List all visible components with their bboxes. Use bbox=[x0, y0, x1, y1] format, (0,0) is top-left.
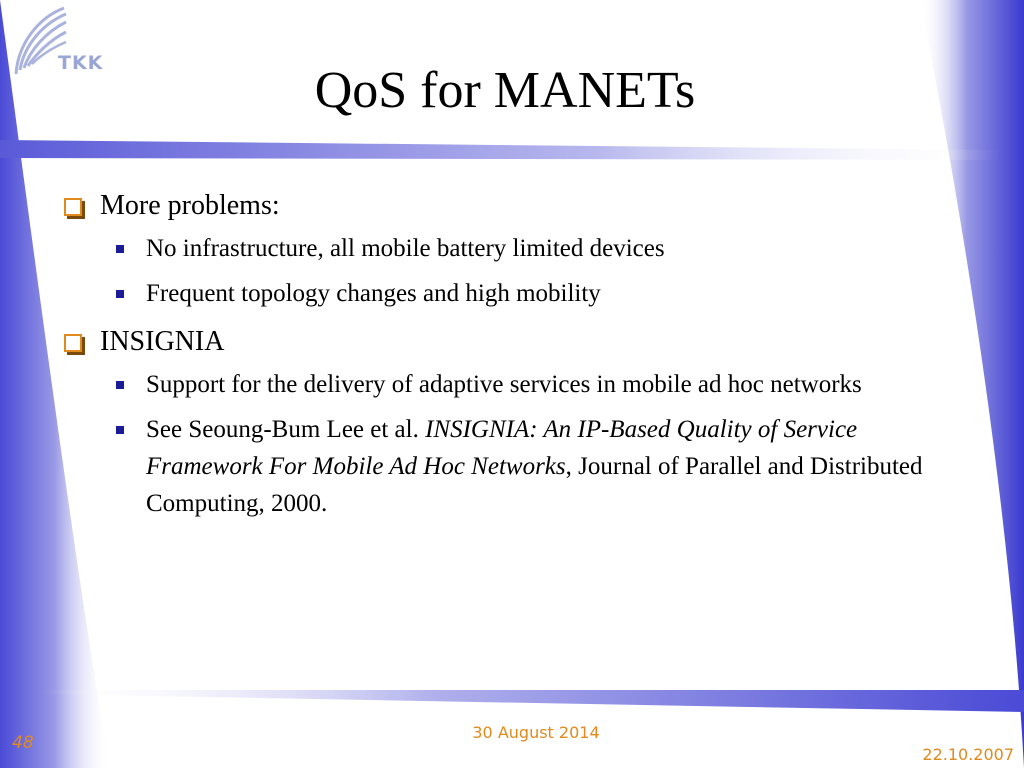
sub-bullet-text: Support for the delivery of adaptive services in mobile ad hoc networks bbox=[146, 371, 862, 398]
reference-prefix: See Seoung-Bum Lee et al. bbox=[146, 416, 426, 443]
footer-version-date: 22.10.2007 bbox=[922, 745, 1014, 764]
bullet-text: More problems: bbox=[100, 190, 280, 221]
sub-bullet bbox=[62, 230, 942, 267]
bullet-insignia bbox=[62, 324, 942, 360]
sub-bullet-reference bbox=[62, 411, 942, 522]
hollow-square-bullet-icon bbox=[64, 334, 82, 352]
title-divider bbox=[0, 140, 1000, 160]
bullet-text: INSIGNIA bbox=[100, 326, 225, 357]
sub-bullet bbox=[62, 275, 942, 312]
sub-bullet-text: No infrastructure, all mobile battery limited devices bbox=[146, 235, 665, 262]
logo-text: TKK bbox=[58, 52, 104, 74]
square-bullet-icon bbox=[116, 426, 124, 434]
sub-bullet-text: Frequent topology changes and high mobility bbox=[146, 280, 601, 307]
reference-suffix: , Journal of Parallel and Distributed Computing, 2000. bbox=[146, 453, 923, 517]
bullet-more-problems bbox=[62, 188, 942, 224]
square-bullet-icon bbox=[116, 290, 124, 298]
square-bullet-icon bbox=[116, 381, 124, 389]
slide-title: QoS for MANETs bbox=[314, 62, 696, 119]
hollow-square-bullet-icon bbox=[64, 198, 82, 216]
sub-bullet bbox=[62, 366, 942, 403]
slide-number: 48 bbox=[12, 733, 34, 753]
slide-content bbox=[62, 188, 942, 530]
reference-title: INSIGNIA: An IP-Based Quality of Service Framework For Mobile Ad Hoc Networks bbox=[146, 416, 858, 480]
square-bullet-icon bbox=[116, 245, 124, 253]
footer-date: 30 August 2014 bbox=[472, 723, 600, 742]
footer-divider bbox=[40, 690, 1024, 712]
